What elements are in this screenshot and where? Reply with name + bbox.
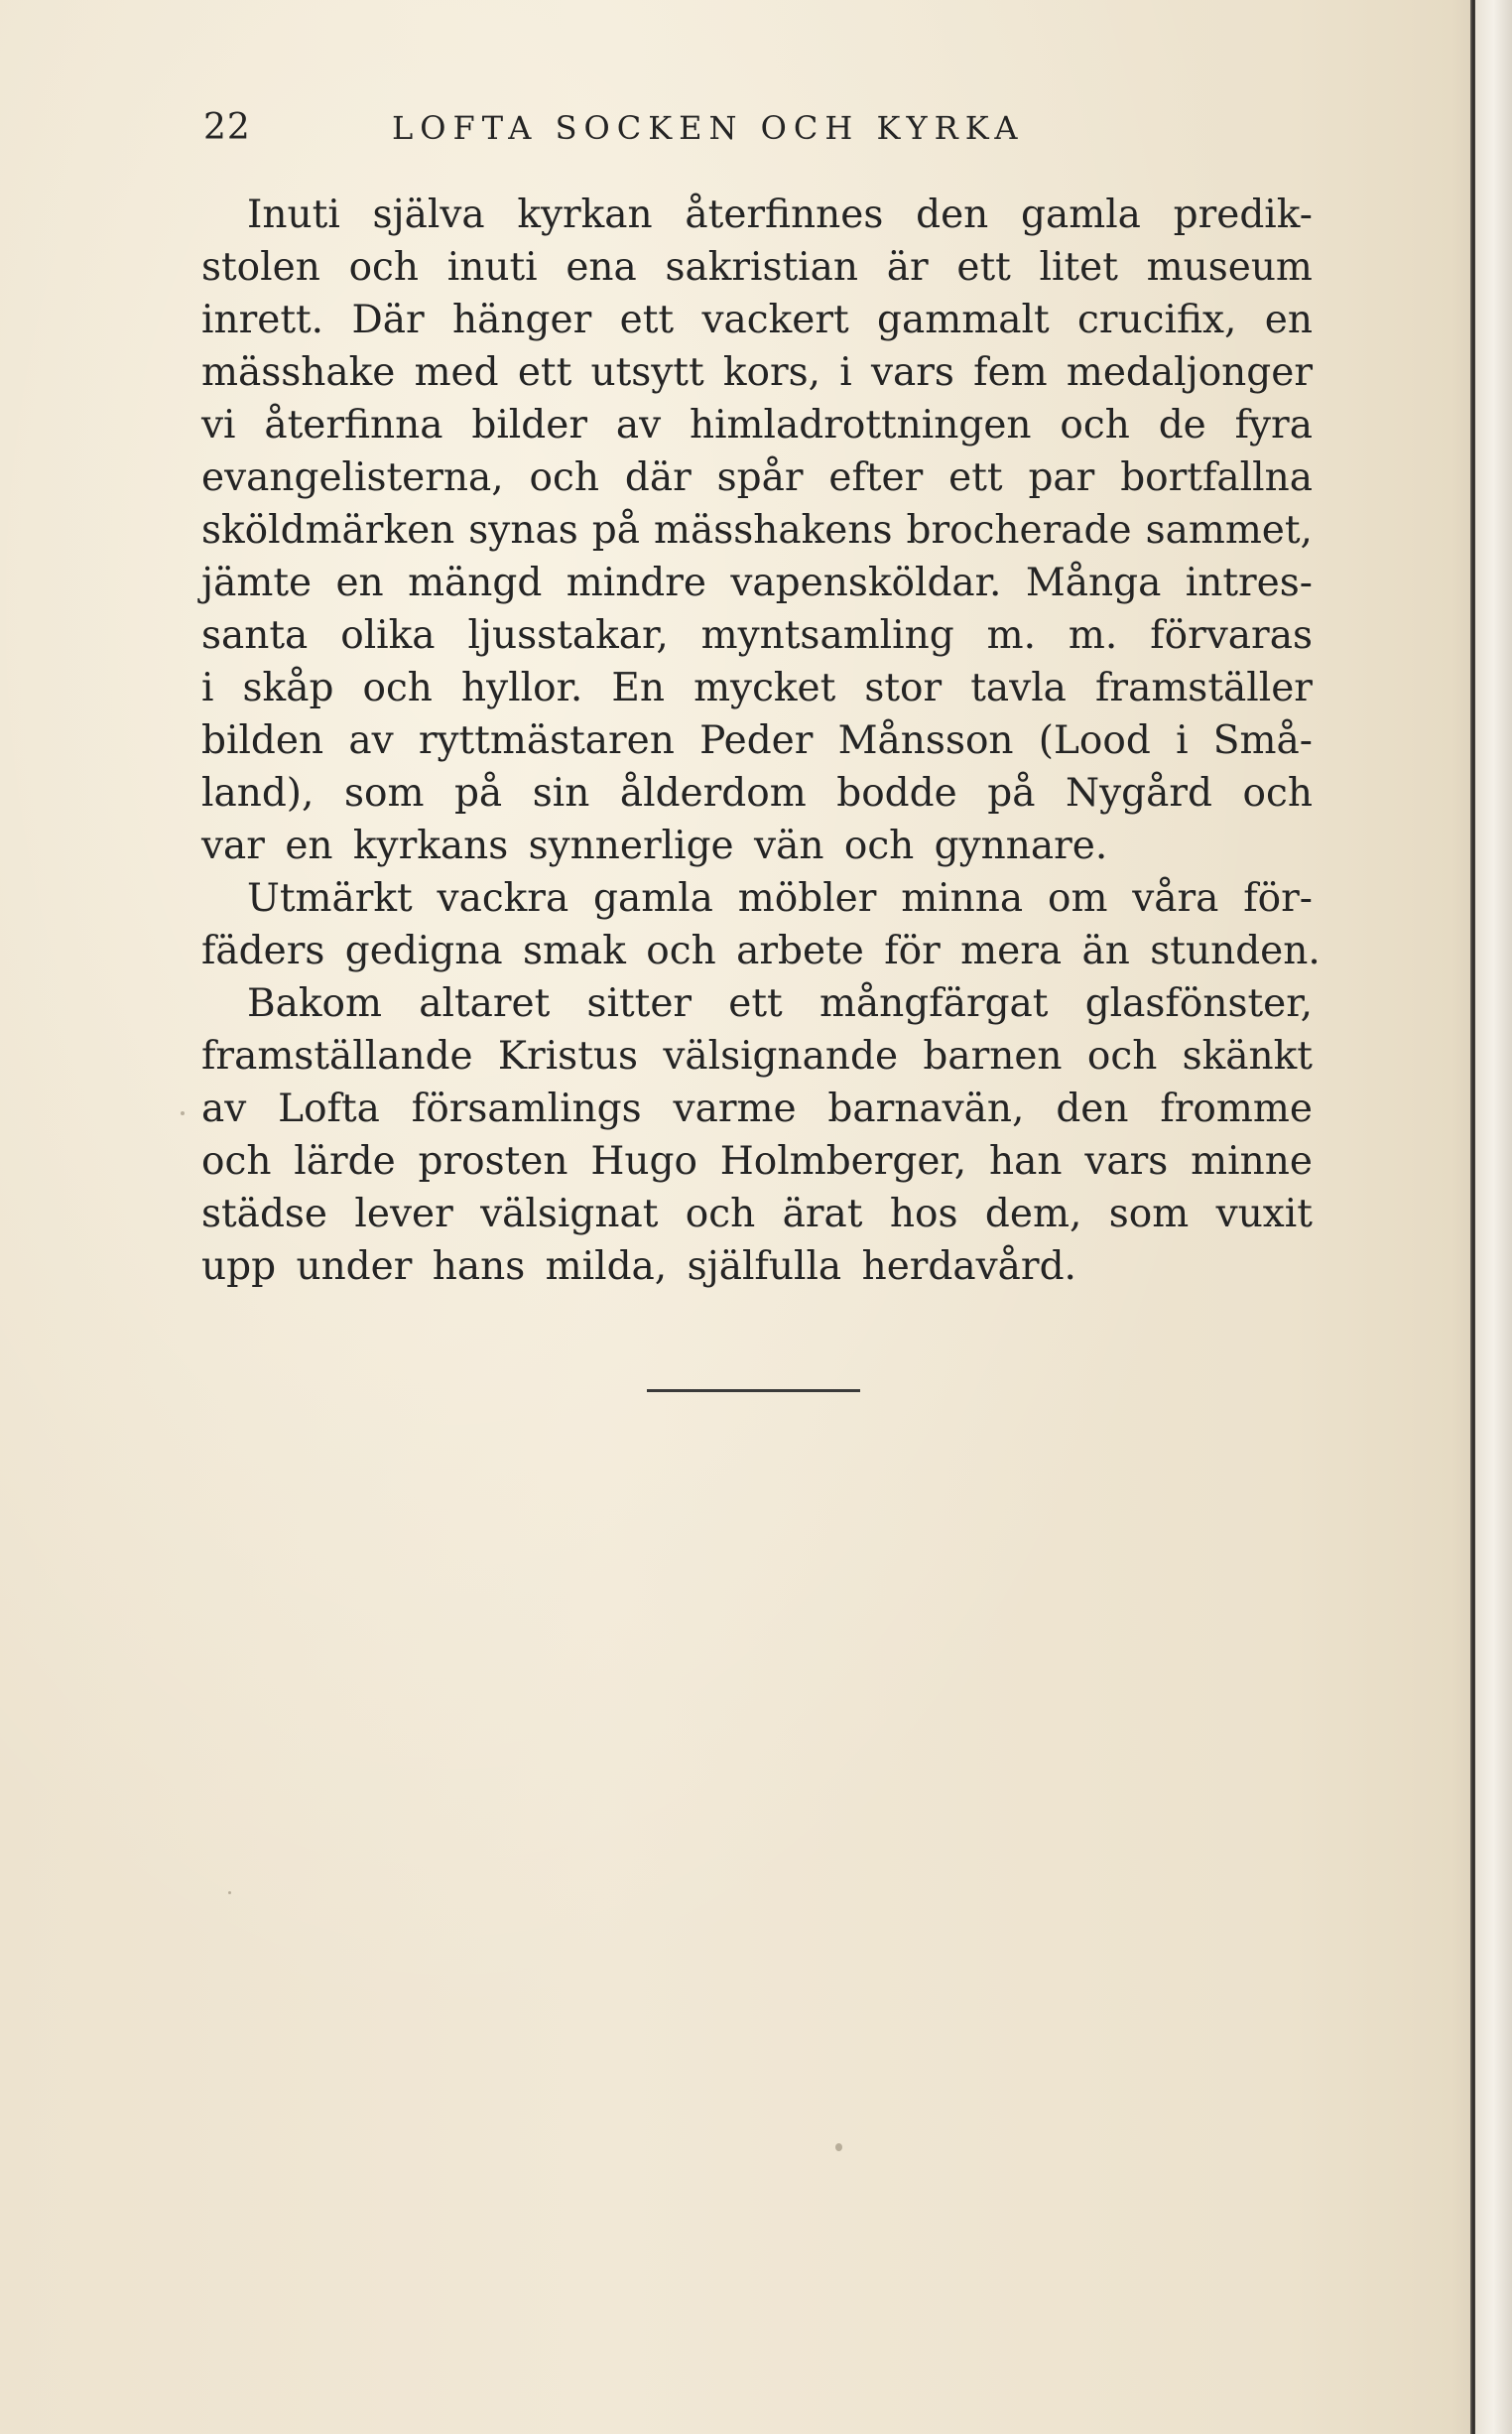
text-line (201, 1030, 1313, 1083)
text-word: där (624, 455, 692, 500)
text-word: skänkt (1182, 1034, 1313, 1079)
text-line (201, 872, 1313, 925)
text-word: par (1028, 455, 1095, 500)
text-word: återfinna (264, 403, 443, 448)
text-word: ljusstakar, (467, 613, 669, 658)
text-word: ett (728, 981, 783, 1026)
text-line (201, 1083, 1313, 1135)
text-word: på (987, 771, 1036, 816)
text-word: sin (532, 771, 590, 816)
text-word: jämte (201, 561, 313, 605)
text-word: Utmärkt (247, 876, 413, 921)
text-word: myntsamling (700, 613, 954, 658)
text-word: inrett. (201, 298, 324, 342)
text-word: Små- (1212, 718, 1313, 763)
text-word: den (916, 192, 989, 237)
text-word: ryttmästaren (418, 718, 675, 763)
text-word: crucifix, (1077, 298, 1237, 342)
section-end-rule (647, 1389, 860, 1392)
text-word: vi (201, 403, 236, 448)
text-word: mässhakens (653, 508, 893, 553)
text-word: brocherade (906, 508, 1132, 553)
text-line (201, 241, 1313, 294)
text-word: efter (828, 455, 924, 500)
text-word: och (1060, 403, 1130, 448)
text-word: minne (1191, 1139, 1313, 1184)
text-word: och (362, 666, 433, 710)
text-line (201, 1188, 1313, 1240)
text-line (201, 609, 1313, 662)
text-word: en (1264, 298, 1313, 342)
text-word: stor (864, 666, 943, 710)
text-word: för- (1243, 876, 1313, 921)
text-word: och (348, 245, 420, 290)
text-word: stolen (201, 245, 320, 290)
text-word: fyra (1234, 403, 1313, 448)
text-line (201, 977, 1313, 1030)
text-word: ärat (782, 1192, 863, 1236)
text-word: Lofta (278, 1087, 380, 1131)
text-line (201, 189, 1313, 241)
text-word: i (201, 666, 214, 710)
text-word: barnavän, (827, 1087, 1025, 1131)
text-word: En (611, 666, 665, 710)
text-word: städse (201, 1192, 327, 1236)
text-word: lärde (294, 1139, 396, 1184)
text-word: bilder (471, 403, 587, 448)
text-word: och (685, 1192, 756, 1236)
text-word: och (1242, 771, 1313, 816)
text-word: utsytt (590, 350, 704, 395)
text-word: ett (619, 298, 675, 342)
text-word: återfinnes (685, 192, 884, 237)
text-word: den (1056, 1087, 1129, 1131)
text-word: sitter (586, 981, 693, 1026)
text-word: bortfallna (1120, 455, 1313, 500)
text-word: Hugo (590, 1139, 697, 1184)
text-word: medaljonger (1066, 350, 1313, 395)
text-word: och (529, 455, 599, 500)
text-word: bilden (201, 718, 324, 763)
text-word: vuxit (1215, 1192, 1313, 1236)
text-word: Där (351, 298, 425, 342)
text-line (201, 714, 1313, 767)
text-word: tavla (970, 666, 1067, 710)
text-word: synas (468, 508, 578, 553)
paper-speck (181, 1111, 185, 1115)
text-word: intres- (1185, 561, 1313, 605)
text-line (201, 294, 1313, 346)
paper-speck (228, 1891, 231, 1894)
text-line (201, 557, 1313, 609)
text-word: Nygård (1065, 771, 1212, 816)
text-word: förvaras (1150, 613, 1313, 658)
text-word: hyllor. (461, 666, 583, 710)
text-word: vapensköldar. (730, 561, 1002, 605)
text-word: i (1176, 718, 1189, 763)
text-word: vackra (437, 876, 569, 921)
text-word: varme (673, 1087, 797, 1131)
text-word: möbler (737, 876, 877, 921)
text-word: om (1047, 876, 1108, 921)
text-word: inuti (446, 245, 538, 290)
text-word: olika (340, 613, 436, 658)
text-word: kyrkan (517, 192, 653, 237)
text-word: barnen (923, 1034, 1063, 1079)
text-word: välsignande (663, 1034, 899, 1079)
running-header (203, 107, 1196, 167)
text-word: Kristus (497, 1034, 638, 1079)
text-line: upp under hans milda, själfulla herdavård. (201, 1244, 1076, 1289)
text-word: och (201, 1139, 272, 1184)
header-title: LOFTA SOCKEN OCH KYRKA (392, 109, 1025, 147)
text-word: museum (1146, 245, 1313, 290)
next-page-edge (1475, 0, 1512, 2434)
text-line (201, 399, 1313, 451)
text-word: predik- (1173, 192, 1313, 237)
text-word: framställer (1095, 666, 1313, 710)
text-word: gamla (1021, 192, 1141, 237)
text-word: vackert (701, 298, 849, 342)
text-word: av (615, 403, 662, 448)
body-text (201, 189, 1321, 1293)
text-word: spår (716, 455, 804, 500)
text-word: de (1158, 403, 1206, 448)
text-word: av (348, 718, 394, 763)
text-word: som (1108, 1192, 1190, 1236)
text-line (201, 346, 1313, 399)
text-word: m. (986, 613, 1037, 658)
text-word: Inuti (247, 192, 340, 237)
text-line (201, 767, 1313, 820)
text-word: sköldmärken (201, 508, 455, 553)
text-word: mångfärgat (819, 981, 1049, 1026)
text-word: himladrottningen (689, 403, 1032, 448)
text-word: minna (901, 876, 1024, 921)
text-word: vars (1084, 1139, 1169, 1184)
text-word: sammet, (1145, 508, 1313, 553)
text-word: hos (889, 1192, 958, 1236)
text-word: santa (201, 613, 309, 658)
text-word: m. (1068, 613, 1118, 658)
text-line (201, 1135, 1313, 1188)
text-word: Många (1025, 561, 1162, 605)
text-word: glasfönster, (1084, 981, 1313, 1026)
text-word: mycket (693, 666, 836, 710)
text-word: med (414, 350, 499, 395)
text-word: fromme (1160, 1087, 1313, 1131)
text-word: i (839, 350, 852, 395)
text-line (201, 451, 1313, 504)
text-word: lever (354, 1192, 453, 1236)
text-word: ålderdom (619, 771, 807, 816)
text-word: gamla (593, 876, 713, 921)
page-number: 22 (203, 107, 251, 148)
text-line: fäders gedigna smak och arbete för mera än stunden. (201, 929, 1321, 973)
text-word: (Lood (1038, 718, 1151, 763)
text-word: dem, (984, 1192, 1082, 1236)
text-word: på (453, 771, 503, 816)
text-word: gammalt (877, 298, 1050, 342)
text-word: är (886, 245, 929, 290)
text-word: land), (201, 771, 315, 816)
text-word: litet (1039, 245, 1118, 290)
text-word: kors, (722, 350, 821, 395)
text-word: sakristian (665, 245, 859, 290)
text-word: ett (517, 350, 572, 395)
text-word: ett (948, 455, 1003, 500)
text-word: på (591, 508, 640, 553)
text-word: som (343, 771, 425, 816)
text-word: en (335, 561, 384, 605)
text-word: Bakom (247, 981, 383, 1026)
text-word: skåp (242, 666, 334, 710)
text-word: av (201, 1087, 247, 1131)
text-word: prosten (418, 1139, 568, 1184)
text-line: var en kyrkans synnerlige vän och gynnare. (201, 824, 1108, 868)
text-word: evangelisterna, (201, 455, 504, 500)
text-word: altaret (419, 981, 551, 1026)
text-line (201, 504, 1313, 557)
text-word: Månsson (837, 718, 1014, 763)
text-word: välsignat (480, 1192, 659, 1236)
paper-speck (835, 2143, 842, 2151)
text-word: Peder (699, 718, 814, 763)
text-word: bodde (836, 771, 957, 816)
text-word: vars (870, 350, 954, 395)
text-word: våra (1132, 876, 1219, 921)
text-word: och (1086, 1034, 1158, 1079)
text-line (201, 662, 1313, 714)
text-word: framställande (201, 1034, 473, 1079)
text-word: Holmberger, (719, 1139, 967, 1184)
text-word: ena (566, 245, 637, 290)
text-word: fem (973, 350, 1048, 395)
text-word: mindre (566, 561, 706, 605)
text-word: församlings (411, 1087, 642, 1131)
text-word: han (989, 1139, 1063, 1184)
text-word: mässhake (201, 350, 396, 395)
text-word: själva (372, 192, 485, 237)
text-word: mängd (408, 561, 543, 605)
text-word: hänger (452, 298, 592, 342)
text-word: ett (956, 245, 1011, 290)
